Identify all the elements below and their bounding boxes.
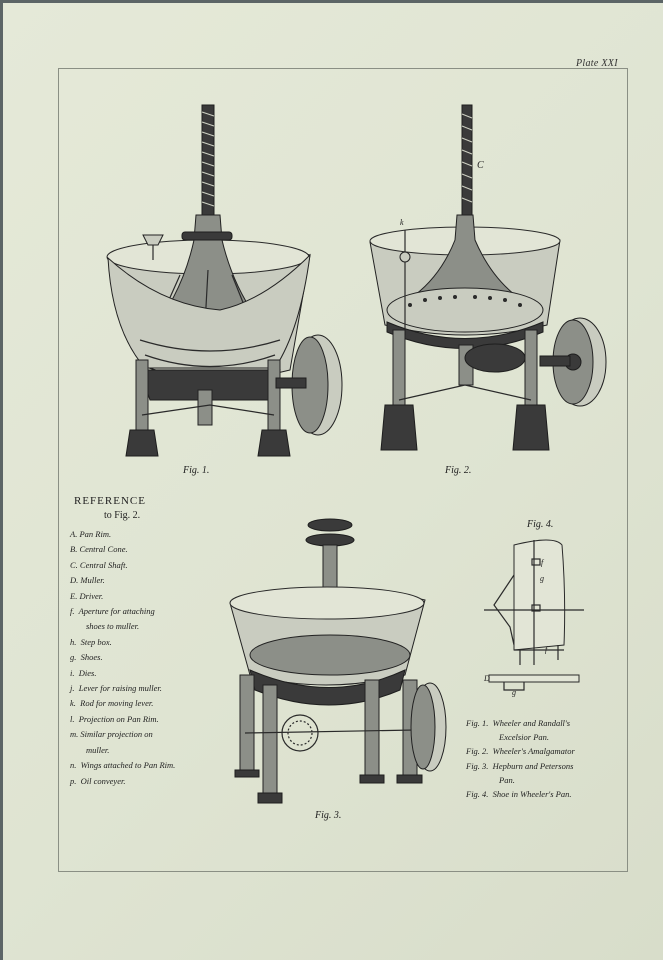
reference-item: g. Shoes. — [70, 652, 103, 663]
figure-legend-item: Fig. 2. Wheeler's Amalgamator — [466, 746, 575, 757]
reference-subtitle: to Fig. 2. — [104, 510, 141, 521]
fig3-caption: Fig. 3. — [315, 810, 342, 821]
reference-item: k. Rod for moving lever. — [70, 698, 154, 709]
fig1-illustration — [100, 100, 350, 465]
reference-title: REFERENCE — [74, 495, 146, 507]
figure-legend-item: Fig. 3. Hepburn and Petersons — [466, 760, 574, 771]
fig2-caption: Fig. 2. — [445, 465, 472, 476]
fig2-letter-c: C — [477, 160, 484, 171]
figure-legend-list — [466, 716, 575, 801]
fig4-letter-f-top: f — [541, 558, 544, 567]
fig4-shoe-diagram — [484, 535, 584, 695]
fig1-caption: Fig. 1. — [183, 465, 210, 476]
fig4-letter-d: D — [484, 674, 490, 683]
fig4-letter-f-mid: f — [545, 645, 548, 654]
reference-item: m. Similar projection on — [70, 729, 153, 740]
reference-item: C. Central Shaft. — [70, 559, 128, 570]
reference-item: i. Dies. — [70, 667, 97, 678]
reference-item: h. Step box. — [70, 636, 112, 647]
reference-item: shoes to muller. — [86, 621, 140, 632]
reference-list — [70, 527, 175, 789]
fig2-illustration — [365, 100, 615, 465]
fig2-letter-k: k — [400, 218, 404, 227]
fig3-illustration — [225, 515, 455, 815]
reference-item: p. Oil conveyer. — [70, 775, 126, 786]
figure-legend-item: Excelsior Pan. — [499, 732, 550, 743]
fig4-letter-g: g — [540, 574, 544, 583]
reference-item: A. Pan Rim. — [70, 529, 112, 539]
reference-item: E. Driver. — [70, 590, 104, 601]
reference-item: f. Aperture for attaching — [70, 606, 155, 617]
fig4-letter-g-bottom: g — [512, 688, 516, 697]
fig4-caption: Fig. 4. — [527, 519, 554, 530]
reference-item: B. Central Cone. — [70, 544, 128, 555]
figure-legend-item: Fig. 4. Shoe in Wheeler's Pan. — [466, 789, 572, 800]
figure-legend-item: Fig. 1. Wheeler and Randall's — [466, 718, 571, 728]
reference-item: muller. — [86, 744, 110, 755]
reference-item: j. Lever for raising muller. — [70, 683, 162, 694]
reference-item: l. Projection on Pan Rim. — [70, 713, 159, 724]
plate-number: Plate XXI — [576, 58, 618, 69]
reference-item: D. Muller. — [70, 575, 105, 586]
figure-legend-item: Pan. — [499, 774, 515, 785]
reference-item: n. Wings attached to Pan Rim. — [70, 760, 176, 771]
